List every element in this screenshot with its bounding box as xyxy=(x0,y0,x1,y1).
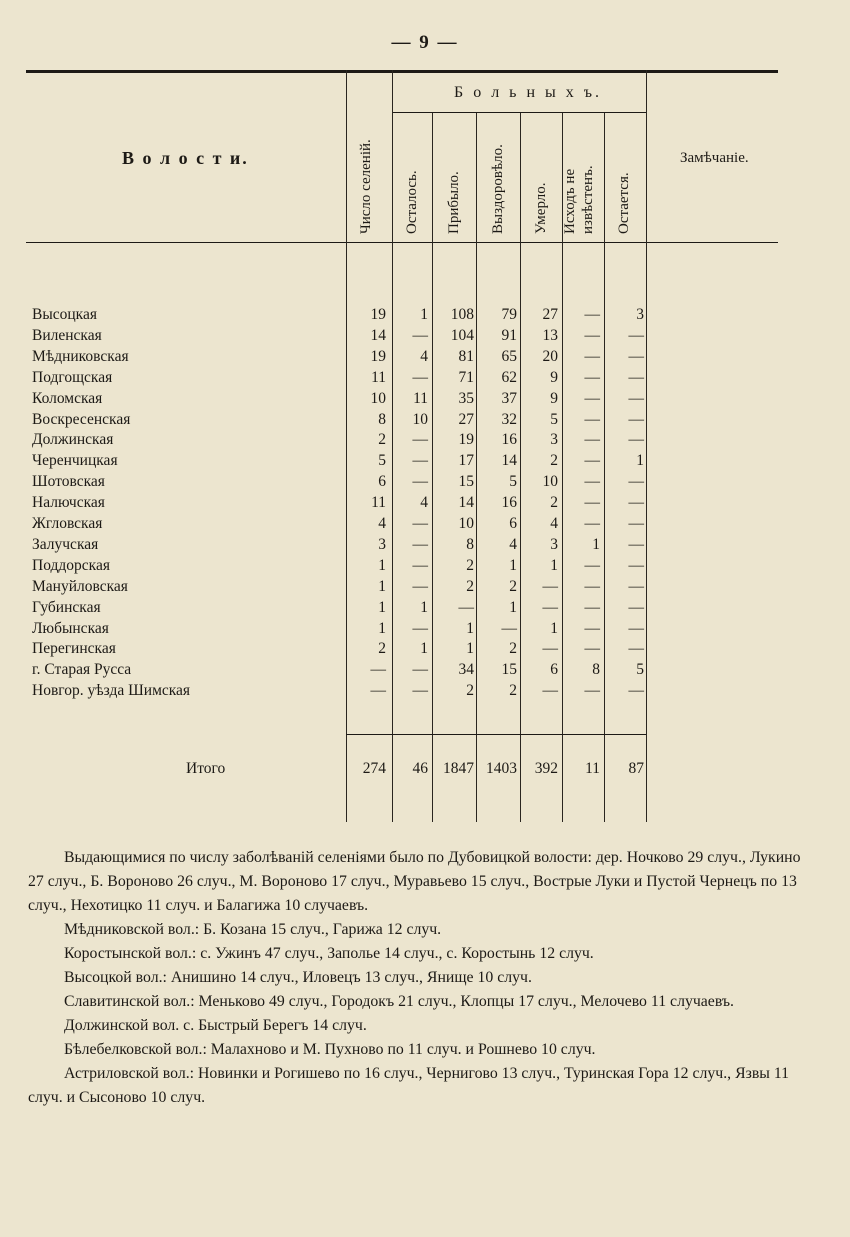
total-row xyxy=(26,760,778,781)
table-row xyxy=(26,369,778,390)
cell-arrived: 17 xyxy=(458,452,474,470)
cell-arrived: — xyxy=(458,598,474,616)
cell-arrived: 2 xyxy=(466,556,474,574)
cell-arrived: 35 xyxy=(458,389,474,407)
cell-died: 1 xyxy=(550,619,558,637)
note-paragraph: Мѣдниковской вол.: Б. Козана 15 случ., Гарижа 12 случ. xyxy=(64,921,442,938)
row-volost-name: Должинская xyxy=(32,431,114,449)
table-row xyxy=(26,306,778,327)
cell-remains: — xyxy=(628,619,644,637)
group-header-rule xyxy=(392,112,646,113)
cell-remains: — xyxy=(628,640,644,658)
cell-settlements: 8 xyxy=(378,410,386,428)
cell-unknown: — xyxy=(584,347,600,365)
cell-remains: — xyxy=(628,389,644,407)
table-row xyxy=(26,494,778,515)
cell-unknown: 8 xyxy=(592,661,600,679)
cell-remained: 1 xyxy=(420,306,428,323)
cell-unknown: — xyxy=(584,556,600,574)
cell-settlements: 4 xyxy=(378,515,386,532)
header-remained: Осталось. xyxy=(404,170,420,234)
cell-arrived: 104 xyxy=(450,326,474,344)
cell-settlements: 19 xyxy=(370,347,386,365)
table-row xyxy=(26,348,778,369)
cell-unknown: — xyxy=(584,494,600,512)
table-row xyxy=(26,557,778,578)
cell-arrived: 1 xyxy=(466,640,474,658)
cell-arrived: 14 xyxy=(458,494,474,512)
note-paragraph: Коростынской вол.: с. Ужинъ 47 случ., Заполье 14 случ., с. Коростынь 12 случ. xyxy=(64,945,594,962)
cell-remained: 4 xyxy=(420,347,428,365)
header-sick-group: Б о л ь н ы х ъ. xyxy=(454,84,603,101)
cell-recovered: 16 xyxy=(501,431,517,449)
total-label: Итого xyxy=(186,760,226,777)
cell-recovered: 79 xyxy=(501,306,517,323)
note-paragraph: Выдающимися по числу заболѣваній селеніями было по Дубовицкой волости: дер. Ночково 29 случ., Лукино 27 случ., Б. Вороново 26 случ., М. Вороново 17 случ., Муравьево 15 случ., Вострые Луки и Пустой Чернецъ по 13 случ., Нехотицко 11 случ. и Балагижа 10 случаевъ. xyxy=(28,849,801,914)
cell-remained: — xyxy=(412,577,428,595)
cell-died: 3 xyxy=(550,431,558,449)
cell-unknown: — xyxy=(584,473,600,491)
cell-arrived: 2 xyxy=(466,577,474,595)
table-row xyxy=(26,431,778,452)
table-row xyxy=(26,620,778,641)
header-arrived: Прибыло. xyxy=(446,171,462,234)
table-row xyxy=(26,452,778,473)
cell-remained: 1 xyxy=(420,598,428,616)
cell-arrived: 1 xyxy=(466,619,474,637)
cell-remains: — xyxy=(628,535,644,553)
cell-remained: — xyxy=(412,452,428,470)
cell-unknown: — xyxy=(584,619,600,637)
cell-unknown: — xyxy=(584,452,600,470)
cell-remains: — xyxy=(628,682,644,700)
cell-recovered: 15 xyxy=(501,661,517,679)
cell-recovered: 32 xyxy=(501,410,517,428)
row-volost-name: Шотовская xyxy=(32,473,105,491)
cell-remained: — xyxy=(412,556,428,574)
table-row xyxy=(26,578,778,599)
cell-remains: — xyxy=(628,494,644,512)
table-row xyxy=(26,536,778,557)
cell-unknown: — xyxy=(584,598,600,616)
cell-died: 3 xyxy=(550,535,558,553)
cell-settlements: 3 xyxy=(378,535,386,553)
cell-remains: 3 xyxy=(636,306,644,323)
cell-settlements: 1 xyxy=(378,577,386,595)
cell-remains: — xyxy=(628,515,644,532)
table-row xyxy=(26,327,778,348)
cell-died: 9 xyxy=(550,389,558,407)
cell-unknown: — xyxy=(584,389,600,407)
note-paragraph: Славитинской вол.: Меньково 49 случ., Городокъ 21 случ., Клопцы 17 случ., Мелочево 11 случаевъ. xyxy=(64,993,735,1010)
cell-died: 6 xyxy=(550,661,558,679)
cell-remained: — xyxy=(412,368,428,386)
cell-recovered: 14 xyxy=(501,452,517,470)
cell-remained: 4 xyxy=(420,494,428,512)
cell-arrived: 10 xyxy=(458,515,474,532)
cell-recovered: 1 xyxy=(509,598,517,616)
cell-remained: — xyxy=(412,661,428,679)
cell-died: — xyxy=(542,682,558,700)
total-settlements: 274 xyxy=(362,760,386,777)
cell-died: 1 xyxy=(550,556,558,574)
row-volost-name: Высоцкая xyxy=(32,306,97,323)
cell-arrived: 81 xyxy=(458,347,474,365)
cell-remained: — xyxy=(412,515,428,532)
cell-remained: — xyxy=(412,535,428,553)
note-paragraph: Астриловской вол.: Новинки и Рогишево по 16 случ., Чернигово 13 случ., Туринская Гора 12 случ., Язвы 11 случ. и Сысоново 10 случ. xyxy=(28,1065,790,1106)
cell-arrived: 19 xyxy=(458,431,474,449)
cell-died: 27 xyxy=(542,306,558,323)
cell-remained: 10 xyxy=(412,410,428,428)
table-row xyxy=(26,515,778,536)
cell-settlements: 10 xyxy=(370,389,386,407)
cell-died: 20 xyxy=(542,347,558,365)
notes-section xyxy=(28,846,814,1110)
cell-recovered: 2 xyxy=(509,577,517,595)
cell-arrived: 15 xyxy=(458,473,474,491)
row-volost-name: Коломская xyxy=(32,389,103,407)
header-volosti: В о л о с т и. xyxy=(122,148,249,168)
row-volost-name: Жгловская xyxy=(32,515,103,532)
row-volost-name: Любынская xyxy=(32,619,109,637)
cell-settlements: 6 xyxy=(378,473,386,491)
header-remains: Остается. xyxy=(616,172,632,234)
cell-settlements: 19 xyxy=(370,306,386,323)
cell-settlements: 14 xyxy=(370,326,386,344)
total-remains: 87 xyxy=(628,760,644,777)
total-remained: 46 xyxy=(412,760,428,777)
row-volost-name: Черенчицкая xyxy=(32,452,118,470)
cell-settlements: 11 xyxy=(371,494,386,512)
cell-unknown: — xyxy=(584,640,600,658)
cell-settlements: — xyxy=(370,682,386,700)
cell-remained: 11 xyxy=(413,389,428,407)
cell-died: 9 xyxy=(550,368,558,386)
total-arrived: 1847 xyxy=(443,760,474,777)
cell-remains: — xyxy=(628,577,644,595)
cell-recovered: 16 xyxy=(501,494,517,512)
cell-died: — xyxy=(542,598,558,616)
cell-settlements: 2 xyxy=(378,640,386,658)
cell-remains: — xyxy=(628,556,644,574)
cell-arrived: 27 xyxy=(458,410,474,428)
cell-recovered: 65 xyxy=(501,347,517,365)
cell-recovered: 6 xyxy=(509,515,517,532)
cell-unknown: — xyxy=(584,306,600,323)
cell-unknown: 1 xyxy=(592,535,600,553)
cell-unknown: — xyxy=(584,410,600,428)
cell-unknown: — xyxy=(584,326,600,344)
total-died: 392 xyxy=(534,760,558,777)
note-paragraph: Высоцкой вол.: Анишино 14 случ., Иловецъ 13 случ., Янище 10 случ. xyxy=(64,969,532,986)
table-top-rule xyxy=(26,70,778,73)
cell-arrived: 108 xyxy=(450,306,474,323)
row-volost-name: Залучская xyxy=(32,535,99,553)
cell-remained: — xyxy=(412,619,428,637)
cell-died: 2 xyxy=(550,494,558,512)
cell-unknown: — xyxy=(584,577,600,595)
header-notes: Замѣчаніе. xyxy=(680,150,749,166)
row-volost-name: Виленская xyxy=(32,326,102,344)
cell-settlements: 5 xyxy=(378,452,386,470)
cell-recovered: 5 xyxy=(509,473,517,491)
cell-remains: — xyxy=(628,473,644,491)
cell-arrived: 71 xyxy=(458,368,474,386)
row-volost-name: Новгор. уѣзда Шимская xyxy=(32,682,191,700)
cell-recovered: 2 xyxy=(509,640,517,658)
header-unknown: Исходъ не извѣстенъ. xyxy=(562,165,596,234)
table-row xyxy=(26,682,778,703)
cell-remains: 5 xyxy=(636,661,644,679)
cell-settlements: — xyxy=(370,661,386,679)
row-volost-name: Губинская xyxy=(32,598,101,616)
header-recovered: Выздоровѣло. xyxy=(490,144,506,234)
cell-remains: — xyxy=(628,598,644,616)
table-row xyxy=(26,599,778,620)
cell-recovered: 2 xyxy=(509,682,517,700)
cell-died: — xyxy=(542,640,558,658)
cell-recovered: 1 xyxy=(509,556,517,574)
cell-settlements: 1 xyxy=(378,556,386,574)
page-number: — 9 — xyxy=(391,32,459,53)
note-paragraph: Должинской вол. с. Быстрый Берегъ 14 случ. xyxy=(64,1017,367,1034)
total-separator xyxy=(346,734,646,735)
cell-died: — xyxy=(542,577,558,595)
table-row xyxy=(26,661,778,682)
row-volost-name: г. Старая Русса xyxy=(32,661,132,679)
cell-unknown: — xyxy=(584,431,600,449)
cell-remains: — xyxy=(628,326,644,344)
sick-table xyxy=(26,70,778,822)
cell-remained: — xyxy=(412,431,428,449)
header-settlements: Число селеній. xyxy=(358,139,374,234)
table-row xyxy=(26,390,778,411)
cell-remained: — xyxy=(412,473,428,491)
cell-remains: — xyxy=(628,368,644,386)
cell-remained: — xyxy=(412,682,428,700)
row-volost-name: Мѣдниковская xyxy=(32,347,129,365)
cell-recovered: 37 xyxy=(501,389,517,407)
cell-died: 4 xyxy=(550,515,558,532)
table-row xyxy=(26,640,778,661)
cell-recovered: — xyxy=(501,619,517,637)
cell-unknown: — xyxy=(584,515,600,532)
cell-remains: — xyxy=(628,347,644,365)
cell-remains: — xyxy=(628,410,644,428)
cell-unknown: — xyxy=(584,368,600,386)
cell-died: 2 xyxy=(550,452,558,470)
header-bottom-rule xyxy=(26,242,778,243)
cell-settlements: 1 xyxy=(378,598,386,616)
cell-recovered: 4 xyxy=(509,535,517,553)
cell-remains: — xyxy=(628,431,644,449)
cell-settlements: 2 xyxy=(378,431,386,449)
cell-recovered: 91 xyxy=(501,326,517,344)
row-volost-name: Налючская xyxy=(32,494,105,512)
cell-remained: — xyxy=(412,326,428,344)
total-recovered: 1403 xyxy=(486,760,517,777)
cell-arrived: 34 xyxy=(458,661,474,679)
table-row xyxy=(26,411,778,432)
header-died: Умерло. xyxy=(533,182,549,234)
note-paragraph: Бѣлебелковской вол.: Малахново и М. Пухново по 11 случ. и Рошнево 10 случ. xyxy=(64,1041,596,1058)
table-row xyxy=(26,473,778,494)
row-volost-name: Воскресенская xyxy=(32,410,131,428)
total-unknown: 11 xyxy=(585,760,600,777)
cell-settlements: 1 xyxy=(378,619,386,637)
cell-died: 5 xyxy=(550,410,558,428)
row-volost-name: Перегинская xyxy=(32,640,116,658)
cell-arrived: 2 xyxy=(466,682,474,700)
cell-arrived: 8 xyxy=(466,535,474,553)
cell-settlements: 11 xyxy=(371,368,386,386)
row-volost-name: Поддорская xyxy=(32,556,110,574)
row-volost-name: Мануйловская xyxy=(32,577,128,595)
cell-recovered: 62 xyxy=(501,368,517,386)
cell-unknown: — xyxy=(584,682,600,700)
cell-died: 10 xyxy=(542,473,558,491)
row-volost-name: Подгощская xyxy=(32,368,113,386)
cell-died: 13 xyxy=(542,326,558,344)
cell-remains: 1 xyxy=(636,452,644,470)
cell-remained: 1 xyxy=(420,640,428,658)
